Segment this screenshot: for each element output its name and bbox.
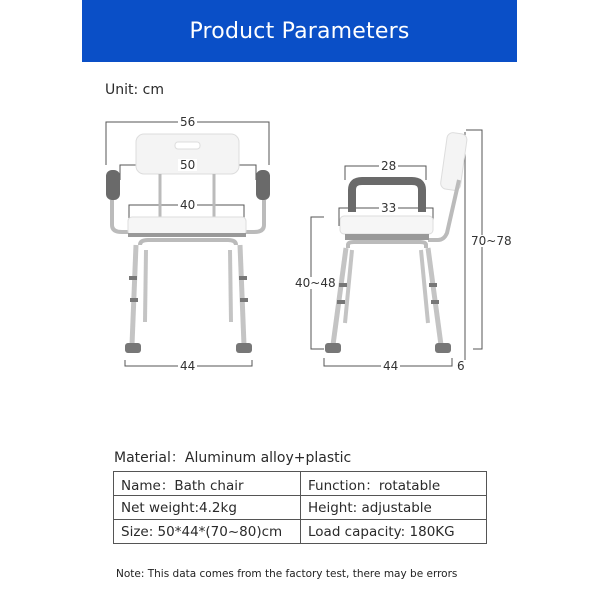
- table-row: [114, 472, 487, 496]
- dim-seat-width: 40: [180, 198, 196, 212]
- dim-seat-height: 40~48: [295, 276, 336, 290]
- spec-name: Name：Bath chair: [114, 472, 301, 496]
- unit-label: Unit: cm: [105, 82, 165, 98]
- spec-table: [113, 471, 487, 544]
- disclaimer-note: Note: This data comes from the factory test, there may be errors: [116, 568, 458, 580]
- spec-function: Function：rotatable: [301, 472, 487, 496]
- page-title: Product Parameters: [189, 18, 410, 44]
- dim-armrest-depth: 28: [381, 159, 397, 173]
- dim-overall-width: 56: [180, 115, 196, 129]
- dim-seat-depth: 33: [381, 201, 397, 215]
- spec-size: Size: 50*44*(70~80)cm: [114, 520, 301, 544]
- dim-side-leg-span: 44: [383, 359, 399, 373]
- table-row: [114, 520, 487, 544]
- spec-height: Height: adjustable: [301, 496, 487, 520]
- material-label: Material：Aluminum alloy+plastic: [114, 450, 352, 466]
- table-row: [114, 496, 487, 520]
- spec-net-weight: Net weight:4.2kg: [114, 496, 301, 520]
- dim-armrest-width: 50: [180, 158, 196, 172]
- dim-backrest-offset: 6: [457, 359, 465, 373]
- dim-total-height: 70~78: [471, 234, 512, 248]
- dim-front-leg-span: 44: [180, 359, 196, 373]
- spec-load-capacity: Load capacity: 180KG: [301, 520, 487, 544]
